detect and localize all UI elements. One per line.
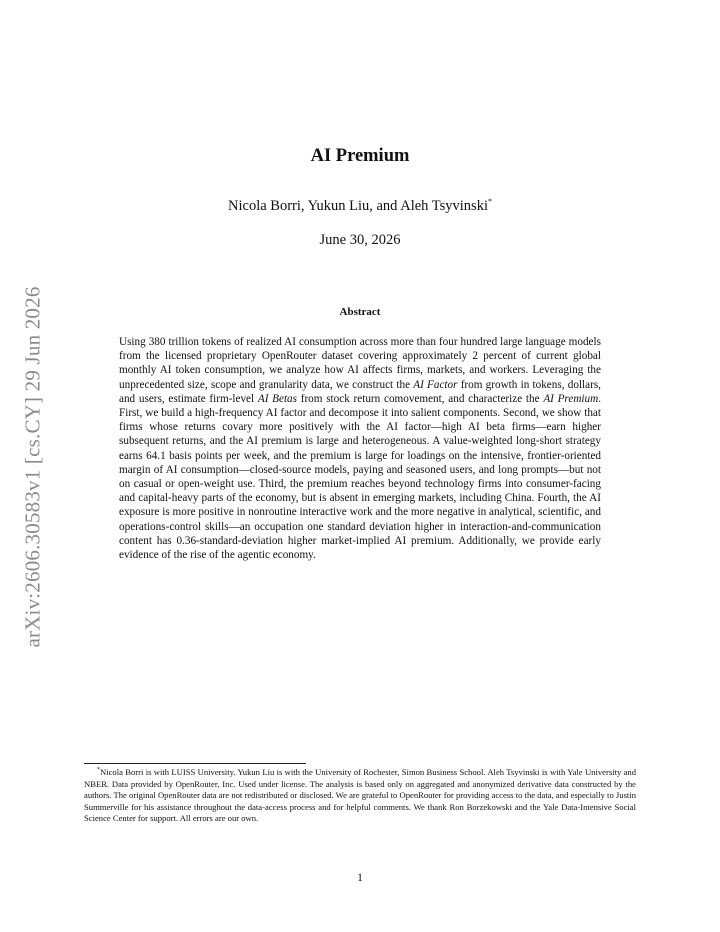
arxiv-identifier-text: arXiv:2606.30583v1 [cs.CY] 29 Jun 2026 [20, 286, 45, 648]
abstract-text-part-1: Using 380 trillion tokens of realized AI consumption across more than four hundred large language models from the licensed proprietary OpenRouter dataset covering approximately 2 percent of current global monthly AI token consumption, we analyze how AI affects firms, markets, and workers. Leveraging the unprecedented size, scope and granularity data, we construct the [119, 336, 601, 391]
footnote-divider [84, 763, 306, 764]
author-footnote-mark[interactable]: * [487, 197, 492, 207]
arxiv-identifier-stamp [18, 262, 48, 672]
footnote-mark: * [97, 767, 100, 774]
abstract-body [119, 335, 601, 562]
paper-title: AI Premium [310, 146, 410, 166]
footnote-text: Nicola Borri is with LUISS University. Yukun Liu is with the University of Rochester, Simon Business School. Aleh Tsyvinski is with Yale University and NBER. Data provided by OpenRouter, Inc. Used under license. The analysis is based only on aggregated and anonymized derivative data constructed by the authors. The original OpenRouter data are not redistributed or disclosed. We are grateful to OpenRouter for providing access to the data, and especially to Justin Summerville for his assistance throughout the data-access process and for helpful comments. We thank Ron Borzekowski and the Yale Data-Intensive Social Science Center for support. All errors are our own. [84, 767, 636, 824]
abstract-emphasis-ai-betas: AI Betas [257, 392, 297, 405]
page-number: 1 [357, 872, 363, 884]
abstract-emphasis-ai-factor: AI Factor [413, 378, 458, 391]
abstract-emphasis-ai-premium: AI Premium [543, 392, 599, 405]
abstract-text-part-3: from stock return comovement, and characterize the [297, 392, 544, 405]
abstract-text-part-4: . First, we build a high-frequency AI factor and decompose it into salient components. Second, we show that firms whose returns covary more positively with the AI factor—high AI beta firms—earn higher subsequent returns, and the AI premium is large and heterogeneous. A value-weighted long-short strategy earns 64.1 basis points per week, and the premium is large for loadings on the intensive, frontier-oriented margin of AI consumption—closed-source models, paying and seasoned users, and long prompts—but not on casual or open-weight use. Third, the premium reaches beyond technology firms into consumer-facing and capital-heavy parts of the economy, but is absent in emerging markets, including China. Fourth, the AI exposure is more positive in nonroutine interactive work and the more negative in analytical, scientific, and operations-control skills—an occupation one standard deviation higher in interaction-and-communication content has 0.36-standard-deviation higher market-implied AI premium. Additionally, we provide early evidence of the rise of the agentic economy. [119, 392, 601, 562]
abstract-heading: Abstract [339, 306, 381, 318]
abstract-text-part-2: from growth in tokens, dollars, and users, estimate firm-level [119, 378, 601, 405]
author-names: Nicola Borri, Yukun Liu, and Aleh Tsyvinski [228, 198, 488, 214]
footnote [84, 767, 636, 825]
paper-date: June 30, 2026 [319, 232, 401, 248]
paper-authors [0, 198, 720, 215]
